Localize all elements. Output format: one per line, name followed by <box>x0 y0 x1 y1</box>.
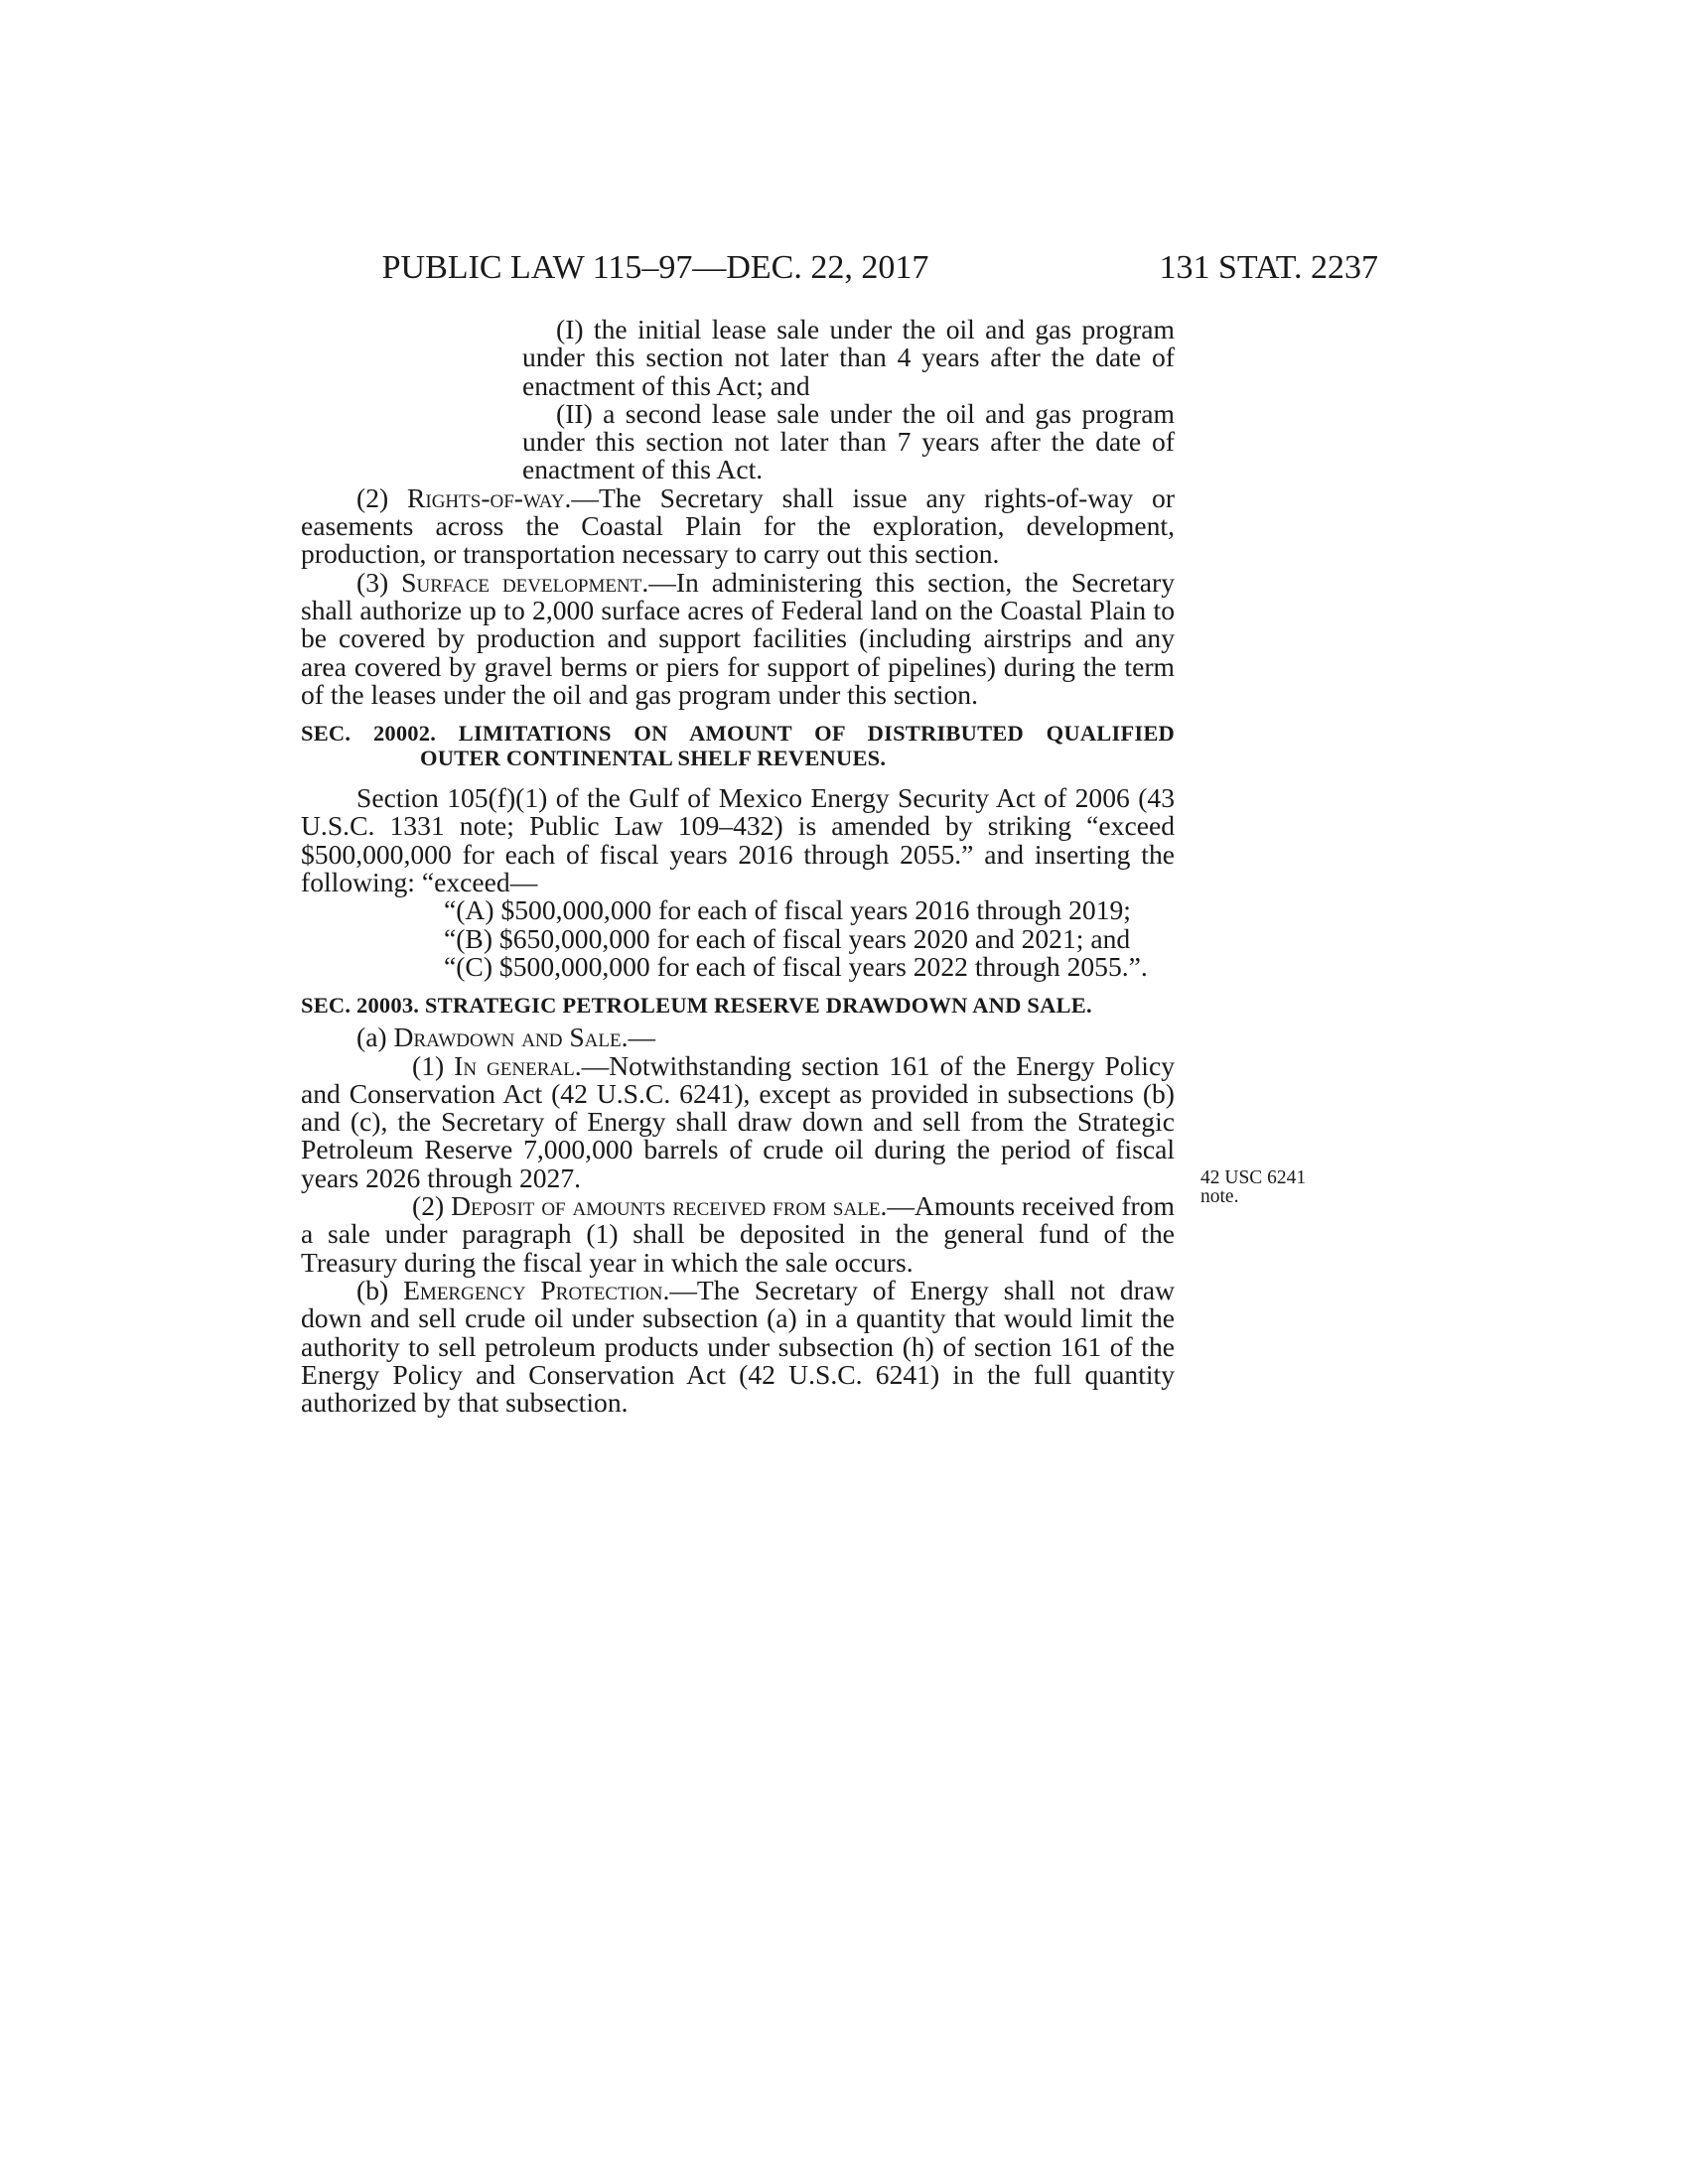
para3-heading: Surface development <box>401 566 642 598</box>
list-item-A: “(A) $500,000,000 for each of fiscal years 2016 through 2019; <box>444 894 1131 926</box>
para2-heading: Rights-of-way <box>406 481 565 513</box>
section-20002-heading: SEC. 20002. LIMITATIONS ON AMOUNT OF DISTRIBUTED QUALIFIED OUTER CONTINENTAL SHELF REVENUES. <box>301 721 1175 771</box>
list-item-C: “(C) $500,000,000 for each of fiscal years 2022 through 2055.”. <box>444 950 1148 982</box>
margin-note-line1: 42 USC 6241 <box>1200 1167 1307 1188</box>
margin-note <box>1200 1168 1339 1206</box>
running-header <box>298 248 1378 288</box>
subsection-b: (b) Emergency Protection.—The Secretary of Energy shall not draw down and sell crude oil under subsection (a) in a quantity that would limit the authority to sell petroleum products under subsection (h) of section 161 of the Energy Policy and Conservation Act (42 U.S.C. 6241) in the full quantity authorized by that subsection. <box>301 1274 1175 1419</box>
header-page-ref: 131 STAT. 2237 <box>1159 249 1378 286</box>
subsection-a-heading: (a) Drawdown and Sale.— <box>356 1022 656 1053</box>
document-body <box>301 316 1175 1417</box>
list-item-B: “(B) $650,000,000 for each of fiscal years 2020 and 2021; and <box>444 922 1131 954</box>
paragraph-2-rights-of-way: (2) Rights-of-way.—The Secretary shall issue any rights-of-way or easements across the Coastal Plain for the exploration, development, production, or transportation necessary to carry out this section. <box>301 481 1176 570</box>
paragraph-a1: (1) In general.—Notwithstanding section 161 of the Energy Policy and Conservation Act (42 U.S.C. 6241), except as provided in subsections (b) and (c), the Secretary of Energy shall draw down and sell from the Strategic Petroleum Reserve 7,000,000 barrels of crude oil during the period of fiscal years 2026 through 2027. <box>301 1049 1175 1193</box>
clause-I: (I) the initial lease sale under the oil and gas program under this section not later than 4 years after the date of enactment of this Act; and <box>522 314 1175 401</box>
clause-II: (II) a second lease sale under the oil and gas program under this section not later than 7 years after the date of enactment of this Act. <box>522 397 1175 485</box>
margin-note-line2: note. <box>1200 1186 1239 1207</box>
header-title: PUBLIC LAW 115–97—DEC. 22, 2017 <box>381 249 929 286</box>
paragraph-3-surface-development: (3) Surface development.—In administering this section, the Secretary shall authorize up to 2,000 surface acres of Federal land on the Coastal Plain to be covered by production and support facilities (including airstrips and any area covered by gravel berms or piers for support of pipelines) during the term of the leases under the oil and gas program under this section. <box>301 566 1175 710</box>
section-20002-text: Section 105(f)(1) of the Gulf of Mexico Energy Security Act of 2006 (43 U.S.C. 1331 note; Public Law 109–432) is amended by striking “exceed $500,000,000 for each of fiscal years 2016 through 2055.” and inserting the following: “exceed— <box>301 782 1175 898</box>
paragraph-a2: (2) Deposit of amounts received from sale.—Amounts received from a sale under paragraph (1) shall be deposited in the general fund of the Treasury during the fiscal year in which the sale occurs. <box>301 1190 1175 1278</box>
section-20003-heading: SEC. 20003. STRATEGIC PETROLEUM RESERVE DRAWDOWN AND SALE. <box>301 993 1092 1019</box>
